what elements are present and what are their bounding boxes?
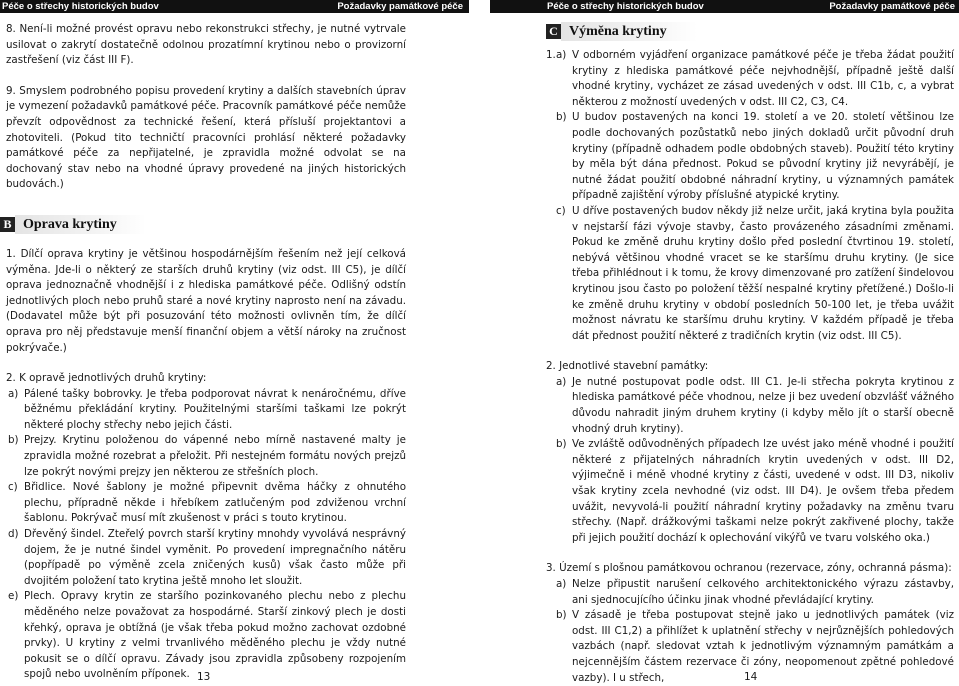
list-item-text: U budov postavených na konci 19. století a ve 20. století většinou lze podle dochovaných pozůstatků nebo jiných dokladů určit původní druh krytiny (případně odhadem podle obdobných staveb). Použití této krytiny by měla být dána přednost. Pokud se původní krytiny již nevyrábějí, je nutné žádat použití obdobné náhradní krytiny, u významných památek případně zajištění výroby příslušné atypické krytiny. (572, 111, 954, 202)
left-column (3, 22, 406, 683)
left-header-section: Požadavky památkové péče (337, 1, 463, 12)
list-item-text: V zásadě je třeba postupovat stejně jako u jednotlivých památek (viz odst. III C1,2) a přihlížet k uplatnění střechy v nejrůznějších pohledových vazbách (např. sledovat vztah k jednotlivým významným památkám a nejcennějším částem rezervace či zóny, neopomenout zpětné pohledové vazby). I u střech, (572, 609, 954, 684)
c3-list (546, 577, 954, 686)
list-item (6, 387, 406, 434)
right-column (546, 22, 954, 686)
list-item (6, 433, 406, 480)
list-item-label: c) (8, 481, 18, 494)
list-item-label: b) (8, 434, 19, 447)
list-item-label: a) (556, 578, 567, 590)
list-item-label: b) (556, 111, 567, 124)
list-item-text: Je nutné postupovat podle odst. III C1. Je-li střecha pokryta krytinou z hlediska památkové péče vhodnou, nelze ji bez uvedení obzvlášť vážného důvodu nahradit jiným druhem krytiny (i kdyby mělo jít o starší obecně vhodný druh krytiny). (572, 375, 954, 435)
list-item (556, 577, 954, 608)
c1-block (546, 48, 954, 344)
list-item (556, 110, 954, 204)
list-item-label: b) (556, 438, 567, 451)
list-item-label: a) (556, 49, 567, 61)
left-header-title: Péče o střechy historických budov (2, 1, 159, 12)
list-item (556, 375, 954, 437)
right-header-section: Požadavky památkové péče (829, 1, 955, 12)
paragraph-9: 9. Smyslem podrobného popisu provedení krytiny a dalších stavebních úprav je vymezení požadavků památkové péče. Pracovník památkové péče nemůže převzít odpovědnost za technické řešení, která přísluší projektantovi a zhotoviteli. (Pokud tito techničtí pracovníci prohlásí některé požadavky památkové péče za nepřijatelné, je zpravidla možné odvolat se na dochovaný stav nebo na vhodné úpravy provedené na jiných historických budovách.) (6, 84, 406, 191)
left-page-number: 13 (197, 671, 211, 683)
list-item (6, 480, 406, 527)
list-item-label: a) (556, 375, 567, 388)
section-letter: C (546, 24, 561, 39)
right-page-number: 14 (744, 671, 758, 683)
list-item (6, 527, 406, 589)
paragraph-b2-intro: 2. K opravě jednotlivých druhů krytiny: (6, 372, 207, 385)
list-item-text: Pálené tašky bobrovky. Je třeba podporovat návrat k nenáročnému, dříve běžnému překládání krytiny. Použitelnými staršími taškami lze pokrýt některé plochy střechy nebo jejich části. (24, 387, 406, 431)
right-page-header (490, 0, 959, 13)
section-title: Oprava krytiny (15, 215, 146, 234)
list-item-label: a) (8, 387, 19, 400)
list-item (556, 437, 954, 546)
c2-list (546, 375, 954, 547)
section-c-heading (546, 22, 954, 41)
paragraph-c3-intro: 3. Území s plošnou památkovou ochranou (rezervace, zóny, ochranná pásma): (546, 562, 952, 575)
right-header-title: Péče o střechy historických budov (547, 1, 704, 12)
list-item-label: e) (8, 590, 19, 603)
b2-list (6, 387, 406, 683)
section-letter: B (0, 217, 15, 232)
left-page-header (0, 0, 469, 13)
list-item-label: d) (8, 528, 19, 541)
list-item-text: V odborném vyjádření organizace památkové péče je třeba žádat použití krytiny z hlediska památkové péče nejvhodnější, případně ještě další vhodné krytiny, vycházet ze zásad uvedených v odst. III C1b, c, a vybrat některou z možností uvedených v odst. III C2, C3, C4. (572, 49, 954, 108)
list-item (556, 48, 954, 110)
list-item-text: Prejzy. Krytinu položenou do vápenné nebo mírně nastavené malty je zpravidla možné rozebrat a přeložit. Při nestejném formátu nových prejzů lze pokrýt novými prejzy jen některou ze střešních ploch. (24, 434, 406, 478)
list-item-label: c) (556, 204, 566, 217)
list-item-text: U dříve postavených budov někdy již nelze určit, jaká krytina byla použita v nejstarší fázi vývoje stavby, často provázeného zásadními změnami. Pokud ke změně druhu krytiny došlo před poslední čtvrtinou 19. století, nebývá většinou vhodné vracet se ke staršímu druhu krytiny. (Je sice třeba přihlédnout i k tomu, že krovy dimenzované pro zatížení šindelovou krytinou jsou často po položení těžší nespalné krytiny přetížené.) Došlo-li ke změně druhu krytiny v období posledních 50-100 let, je třeba uvážit možnost návratu ke staršímu druhu krytiny. V každém případě je třeba dát přednost použití některé z tradičních krytin (viz odst. III C5). (572, 204, 954, 342)
list-item-text: Nelze připustit narušení celkového architektonického výrazu zástavby, ani sjednocujícího účinku jinak vhodné převládající krytiny. (572, 578, 954, 606)
c1-number: 1. (546, 49, 556, 61)
paragraph-8: 8. Není-li možné provést opravu nebo rekonstrukci střechy, je nutné vytrvale usilovat o zakrytí dostatečně odolnou prozatímní krytinou nebo o provizorní zastřešení (viz část III F). (6, 23, 406, 67)
section-title: Výměna krytiny (561, 22, 697, 41)
list-item-text: Břidlice. Nové šablony je možné připevnit dvěma háčky z ohnutého plechu, přípradně někde i hřebíkem zatlučeným pod zdviženou vrchní šablonu. Pokrývač musí mít zkušenost v práci s touto krytinou. (24, 481, 406, 525)
list-item-label: b) (556, 609, 567, 622)
list-item (556, 204, 954, 344)
c1-list (556, 48, 954, 344)
list-item (6, 589, 406, 683)
list-item-text: Ve zvláště odůvodněných případech lze uvést jako méně vhodné i použití některé z přijatelných náhradních krytin uvedených v odst. III D2, výjimečně i méně vhodné krytiny z části, uvedené v odst. III D3, nikoliv však krytiny zcela nevhodné (viz odst. III D4). Je ovšem třeba předem uvážit, nevyvolá-li použití náhradní krytiny požadavky na změnu tvaru střechy. (Např. drážkovými taškami nelze pokrýt zakřivené plochy, takže při jejich použití dochází k oplechování vikýřů ve tvaru volského oka.) (572, 438, 954, 544)
paragraph-b1: 1. Dílčí oprava krytiny je většinou hospodárnějším řešením než její celková výměna. Jde-li o některý ze starších druhů krytiny (viz odst. III C5), je dílčí oprava jednoznačně vhodnější i z hlediska památkové péče. Odlišný odstín jednotlivých ploch nebo pruhů staré a nové krytiny naprosto není na závadu. (Dodavatel může být při posuzování této možnosti ovlivněn tím, že dílčí oprava pro něj představuje menší finanční objem a větší nároky na zručnost pokrývače.) (6, 247, 406, 354)
paragraph-c2-intro: 2. Jednotlivé stavební památky: (546, 360, 709, 373)
section-b-heading (0, 215, 406, 234)
list-item-text: Dřevěný šindel. Zteřelý povrch starší krytiny mnohdy vyvolává nesprávný dojem, že je nutné šindel vyměnit. Po provedení impregnačního nátěru (popřípadě po výměně zcela zničených kusů) však často může při dvojitém položení tato krytina ještě mnoho let sloužit. (24, 528, 406, 587)
list-item-text: Plech. Opravy krytin ze staršího pozinkovaného plechu nebo z plechu měděného nelze považovat za hospodárné. Starší zinkový plech je dosti křehký, oprava je obtížná (je však třeba pokud možno zachovat ozdobné prvky). U krytiny z velmi trvanlivého měděného plechu je vždy nutné pokusit se o dílčí opravu. Závady jsou zpravidla způsobeny rozpojením spojů nebo uvolněním příponek. (24, 590, 406, 681)
